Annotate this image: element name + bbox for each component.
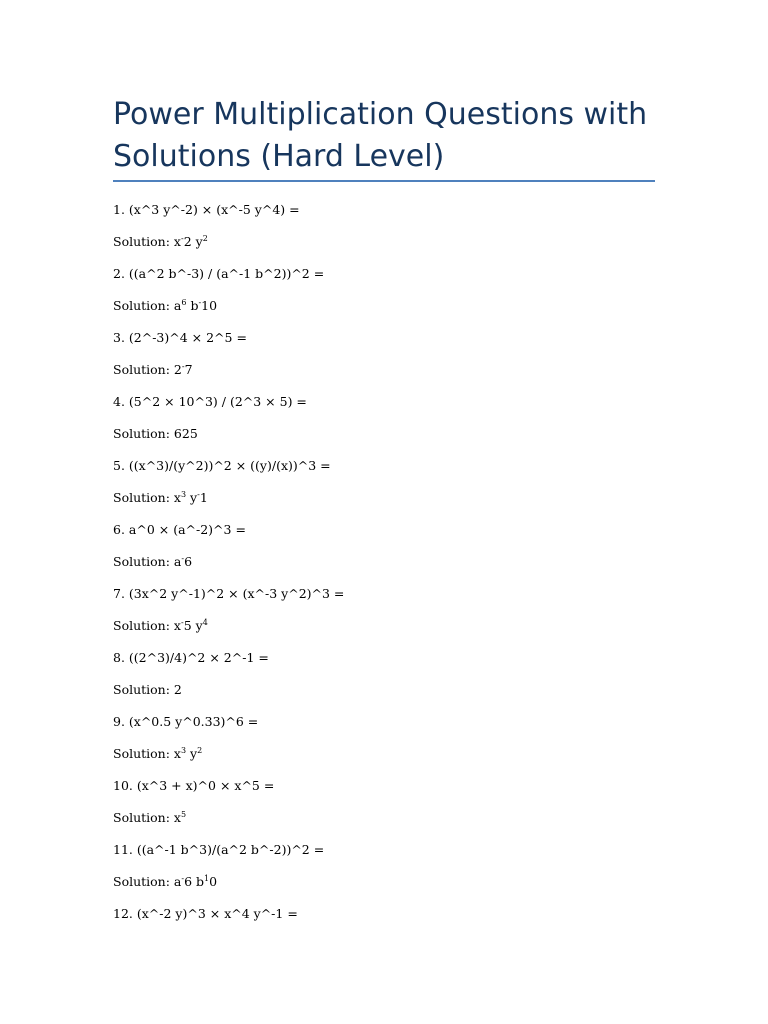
solution-term: 6	[184, 554, 193, 569]
solution-9	[113, 744, 673, 776]
solution-term: x	[173, 746, 181, 761]
solution-exponent: -	[181, 874, 185, 883]
solution-term: 6 b	[184, 874, 205, 889]
solution-term: x	[173, 490, 181, 505]
page-title: Power Multiplication Questions with Solutions (Hard Level)	[113, 97, 648, 174]
solution-term: 2	[173, 362, 182, 377]
solution-label: Solution:	[113, 874, 174, 889]
question-12: 12. (x^-2 y)^3 × x^4 y^-1 =	[113, 906, 298, 921]
question-5: 5. ((x^3)/(y^2))^2 × ((y)/(x))^3 =	[113, 458, 331, 473]
question-3: 3. (2^-3)^4 × 2^5 =	[113, 330, 247, 345]
solution-label: Solution:	[113, 554, 174, 569]
solution-term: 1	[199, 490, 208, 505]
solution-term: 7	[184, 362, 193, 377]
solution-exponent: -	[180, 234, 184, 243]
solution-term: a	[173, 554, 182, 569]
solution-term: 5 y	[183, 618, 203, 633]
question-7: 7. (3x^2 y^-1)^2 × (x^-3 y^2)^3 =	[113, 586, 345, 601]
solution-label: Solution:	[113, 362, 174, 377]
question-list	[113, 200, 673, 936]
solution-term: x	[173, 234, 181, 249]
solution-term: y	[186, 490, 198, 505]
solution-term: a	[173, 298, 182, 313]
solution-3	[113, 360, 673, 392]
question-9: 9. (x^0.5 y^0.33)^6 =	[113, 714, 259, 729]
solution-label: Solution:	[113, 234, 174, 249]
solution-10	[113, 808, 673, 840]
solution-label: Solution:	[113, 426, 174, 441]
question-11: 11. ((a^-1 b^3)/(a^2 b^-2))^2 =	[113, 842, 325, 857]
solution-exponent: 2	[202, 234, 208, 243]
solution-label: Solution:	[113, 810, 174, 825]
solution-7	[113, 616, 673, 648]
solution-term: a	[173, 874, 182, 889]
solution-1	[113, 232, 673, 264]
question-10: 10. (x^3 + x)^0 × x^5 =	[113, 778, 275, 793]
solution-exponent: 3	[180, 490, 187, 499]
question-6: 6. a^0 × (a^-2)^3 =	[113, 522, 246, 537]
solution-label: Solution:	[113, 298, 174, 313]
solution-label: Solution:	[113, 618, 174, 633]
solution-label: Solution:	[113, 746, 174, 761]
solution-4	[113, 424, 673, 456]
solution-exponent: -	[181, 554, 185, 563]
question-8: 8. ((2^3)/4)^2 × 2^-1 =	[113, 650, 269, 665]
solution-term: x	[173, 810, 181, 825]
solution-label: Solution:	[113, 490, 174, 505]
solution-exponent: -	[180, 618, 184, 627]
solution-term: 625	[173, 426, 198, 441]
question-1: 1. (x^3 y^-2) × (x^-5 y^4) =	[113, 202, 300, 217]
solution-term: x	[173, 618, 181, 633]
solution-term: b	[186, 298, 199, 313]
solution-6	[113, 552, 673, 584]
solution-term: 2 y	[183, 234, 203, 249]
solution-exponent: 6	[181, 298, 187, 307]
solution-exponent: -	[197, 490, 200, 499]
solution-term: 10	[201, 298, 218, 313]
solution-2	[113, 296, 673, 328]
solution-exponent: 1	[204, 874, 210, 883]
solution-8	[113, 680, 673, 712]
question-4: 4. (5^2 × 10^3) / (2^3 × 5) =	[113, 394, 307, 409]
solution-11	[113, 872, 673, 904]
solution-exponent: 4	[202, 618, 208, 627]
title-underline	[113, 180, 655, 182]
solution-label: Solution:	[113, 682, 174, 697]
solution-5	[113, 488, 673, 520]
solution-exponent: 2	[197, 746, 203, 755]
solution-exponent: 5	[180, 810, 187, 819]
solution-exponent: -	[181, 362, 185, 371]
solution-term: 0	[209, 874, 218, 889]
solution-term: 2	[173, 682, 182, 697]
question-2: 2. ((a^2 b^-3) / (a^-1 b^2))^2 =	[113, 266, 325, 281]
solution-exponent: -	[198, 298, 202, 307]
solution-exponent: 3	[180, 746, 187, 755]
solution-term: y	[186, 746, 198, 761]
